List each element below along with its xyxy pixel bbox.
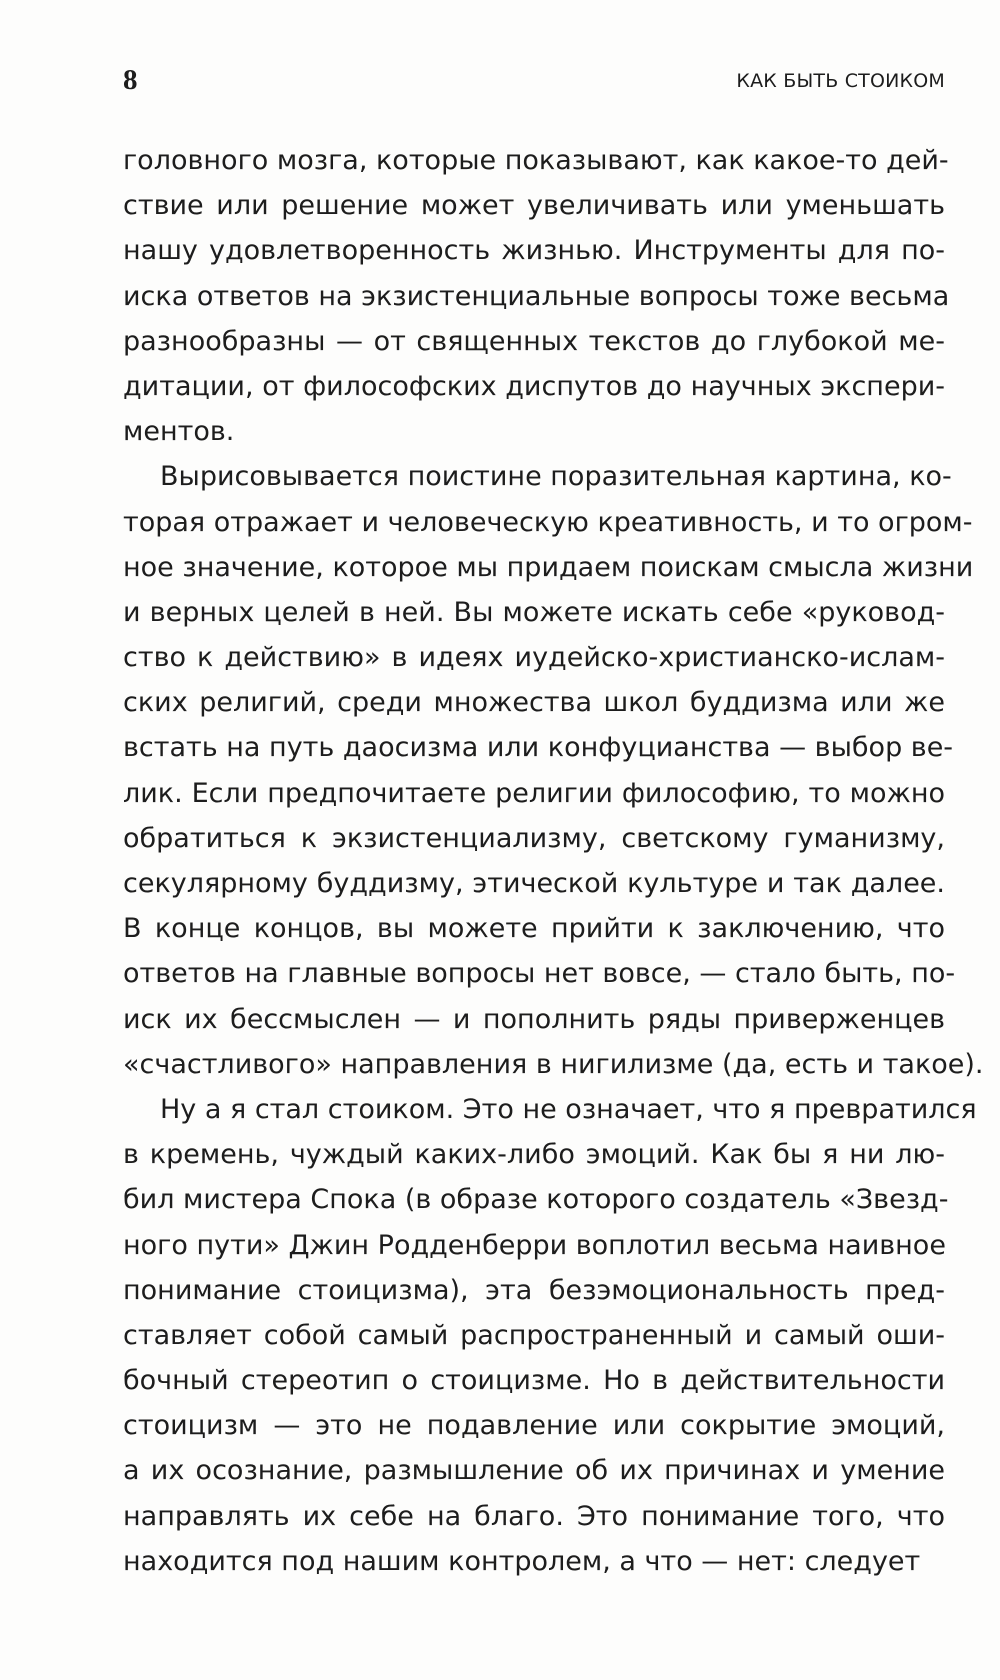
text-line: иска ответов на экзистенциальные вопросы тоже весьма: [123, 280, 950, 312]
body-text: [123, 138, 984, 1584]
text-line: бочный стереотип о стоицизме. Но в действительности: [123, 1365, 945, 1397]
text-line: лик. Если предпочитаете религии философию, то можно: [123, 777, 945, 809]
running-title: КАК БЫТЬ СТОИКОМ: [736, 70, 945, 92]
text-line: направлять их себе на благо. Это понимание того, что: [123, 1500, 945, 1532]
text-line: ответов на главные вопросы нет вовсе, — стало быть, по-: [123, 958, 956, 990]
text-line: бил мистера Спока (в образе которого создатель «Звезд-: [123, 1184, 949, 1216]
text-line: ного пути» Джин Родденберри воплотил весьма наивное: [123, 1229, 946, 1261]
text-line: Вырисовывается поистине поразительная картина, ко-: [160, 461, 952, 493]
text-line: Ну а я стал стоиком. Это не означает, что я превратился: [160, 1093, 977, 1125]
text-line: ставляет собой самый распространенный и самый оши-: [123, 1319, 945, 1351]
text-line: ство к действию» в идеях иудейско-христианско-ислам-: [123, 642, 945, 674]
text-line: головного мозга, которые показывают, как какое-то дей-: [123, 145, 949, 176]
text-line: понимание стоицизма), эта безэмоциональность пред-: [123, 1274, 945, 1306]
text-line: иск их бессмыслен — и пополнить ряды приверженцев: [123, 1003, 945, 1035]
text-line: и верных целей в ней. Вы можете искать себе «руковод-: [123, 596, 945, 628]
text-line: нашу удовлетворенность жизнью. Инструменты для по-: [123, 235, 945, 267]
text-line: «счастливого» направления в нигилизме (да, есть и такое).: [123, 1048, 984, 1080]
text-line: секулярному буддизму, этической культуре и так далее.: [123, 868, 945, 899]
paragraph: [123, 138, 950, 454]
text-line: ментов.: [123, 416, 235, 448]
paragraph: [123, 1087, 977, 1584]
text-line: торая отражает и человеческую креативность, и то огром-: [123, 506, 973, 538]
page-header: [123, 60, 945, 100]
text-line: ских религий, среди множества школ буддизма или же: [123, 687, 945, 719]
paragraph: [123, 454, 984, 1087]
text-line: В конце концов, вы можете прийти к заключению, что: [123, 913, 945, 945]
text-line: а их осознание, размышление об их причинах и умение: [123, 1455, 945, 1487]
text-line: стоицизм — это не подавление или сокрытие эмоций,: [123, 1410, 945, 1442]
text-line: дитации, от философских диспутов до научных экспери-: [123, 370, 945, 402]
text-line: ное значение, которое мы придаем поискам смысла жизни: [123, 551, 974, 583]
text-line: разнообразны — от священных текстов до глубокой ме-: [123, 325, 945, 357]
text-line: ствие или решение может увеличивать или уменьшать: [123, 190, 945, 222]
page-number: 8: [123, 64, 138, 96]
text-line: находится под нашим контролем, а что — нет: следует: [123, 1545, 921, 1577]
text-line: обратиться к экзистенциализму, светскому гуманизму,: [123, 822, 945, 854]
text-line: встать на путь даосизма или конфуцианства — выбор ве-: [123, 732, 954, 764]
text-line: в кремень, чуждый каких-либо эмоций. Как бы я ни лю-: [123, 1139, 945, 1171]
